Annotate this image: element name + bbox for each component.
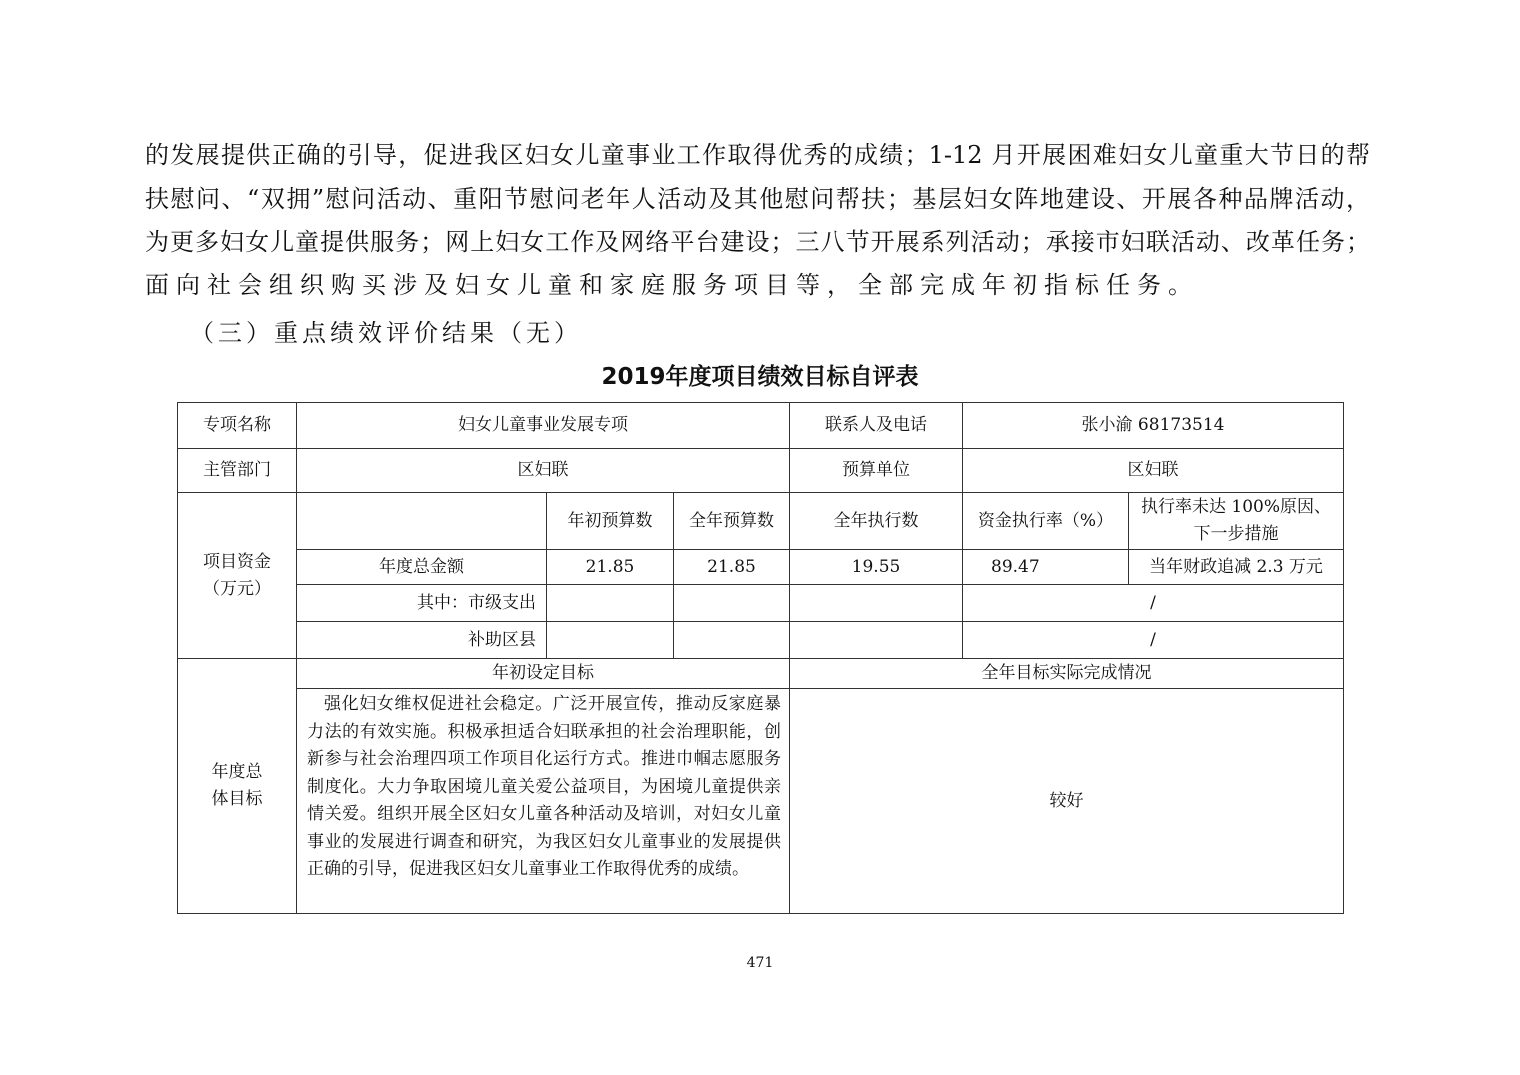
header-cell: 全年目标实际完成情况 <box>789 658 1344 689</box>
paragraph-line: 扶慰问、“双拥”慰问活动、重阳节慰问老年人活动及其他慰问帮扶；基层妇女阵地建设、开展各种品牌活动， <box>145 185 1370 213</box>
header-cell: 资金执行率（%） <box>962 492 1129 550</box>
value-cell: 89.47 <box>962 549 1129 585</box>
header-cell: 全年预算数 <box>673 492 790 550</box>
subheading: （三）重点绩效评价结果（无） <box>190 319 582 347</box>
cell-goal-set: 强化妇女维权促进社会稳定。广泛开展宣传，推动反家庭暴力法的有效实施。积极承担适合妇联承担的社会治理职能，创新参与社会治理四项工作项目化运行方式。推进巾帼志愿服务制度化。大力争取困境儿童关爱公益项目，为困境儿童提供亲情关爱。组织开展全区妇女儿童各种活动及培训，对妇女儿童事业的发展进行调查和研究，为我区妇女儿童事业的发展提供正确的引导，促进我区妇女儿童事业工作取得优秀的成绩。 <box>296 688 790 914</box>
value-cell <box>546 621 674 659</box>
value-cell: / <box>962 621 1344 659</box>
cell-contact: 张小渝 68173514 <box>962 402 1344 449</box>
paragraph-line: 面向社会组织购买涉及妇女儿童和家庭服务项目等，全部完成年初指标任务。 <box>145 271 1199 299</box>
cell-label: 预算单位 <box>789 448 963 493</box>
value-cell <box>789 584 963 622</box>
cell-project-name: 妇女儿童事业发展专项 <box>296 402 790 449</box>
paragraph-line: 的发展提供正确的引导，促进我区妇女儿童事业工作取得优秀的成绩；1-12 月开展困难妇女儿童重大节日的帮 <box>145 141 1370 169</box>
header-cell: 执行率未达 100%原因、下一步措施 <box>1128 492 1344 550</box>
cell-funds-label: 项目资金（万元） <box>177 492 297 659</box>
cell-goal-label: 年度总体目标 <box>177 658 297 914</box>
cell-goal-actual: 较好 <box>789 688 1344 914</box>
cell-label: 联系人及电话 <box>789 402 963 449</box>
value-cell: / <box>962 584 1344 622</box>
cell-label: 专项名称 <box>177 402 297 449</box>
value-cell <box>789 621 963 659</box>
row-label: 年度总金额 <box>296 549 547 585</box>
header-cell: 年初设定目标 <box>296 658 790 689</box>
value-cell <box>673 584 790 622</box>
cell-empty <box>296 492 547 550</box>
header-cell: 全年执行数 <box>789 492 963 550</box>
cell-dept: 区妇联 <box>296 448 790 493</box>
value-cell <box>673 621 790 659</box>
paragraph-line: 为更多妇女儿童提供服务；网上妇女工作及网络平台建设；三八节开展系列活动；承接市妇联活动、改革任务； <box>145 228 1370 256</box>
row-label: 其中：市级支出 <box>296 584 547 622</box>
cell-budget-unit: 区妇联 <box>962 448 1344 493</box>
page-number: 471 <box>746 955 774 971</box>
table-title: 2019年度项目绩效目标自评表 <box>601 364 919 390</box>
value-cell: 21.85 <box>673 549 790 585</box>
header-cell: 年初预算数 <box>546 492 674 550</box>
cell-label: 主管部门 <box>177 448 297 493</box>
row-label: 补助区县 <box>296 621 547 659</box>
value-cell: 19.55 <box>789 549 963 585</box>
value-cell: 21.85 <box>546 549 674 585</box>
value-cell <box>546 584 674 622</box>
value-cell: 当年财政追减 2.3 万元 <box>1128 549 1344 585</box>
